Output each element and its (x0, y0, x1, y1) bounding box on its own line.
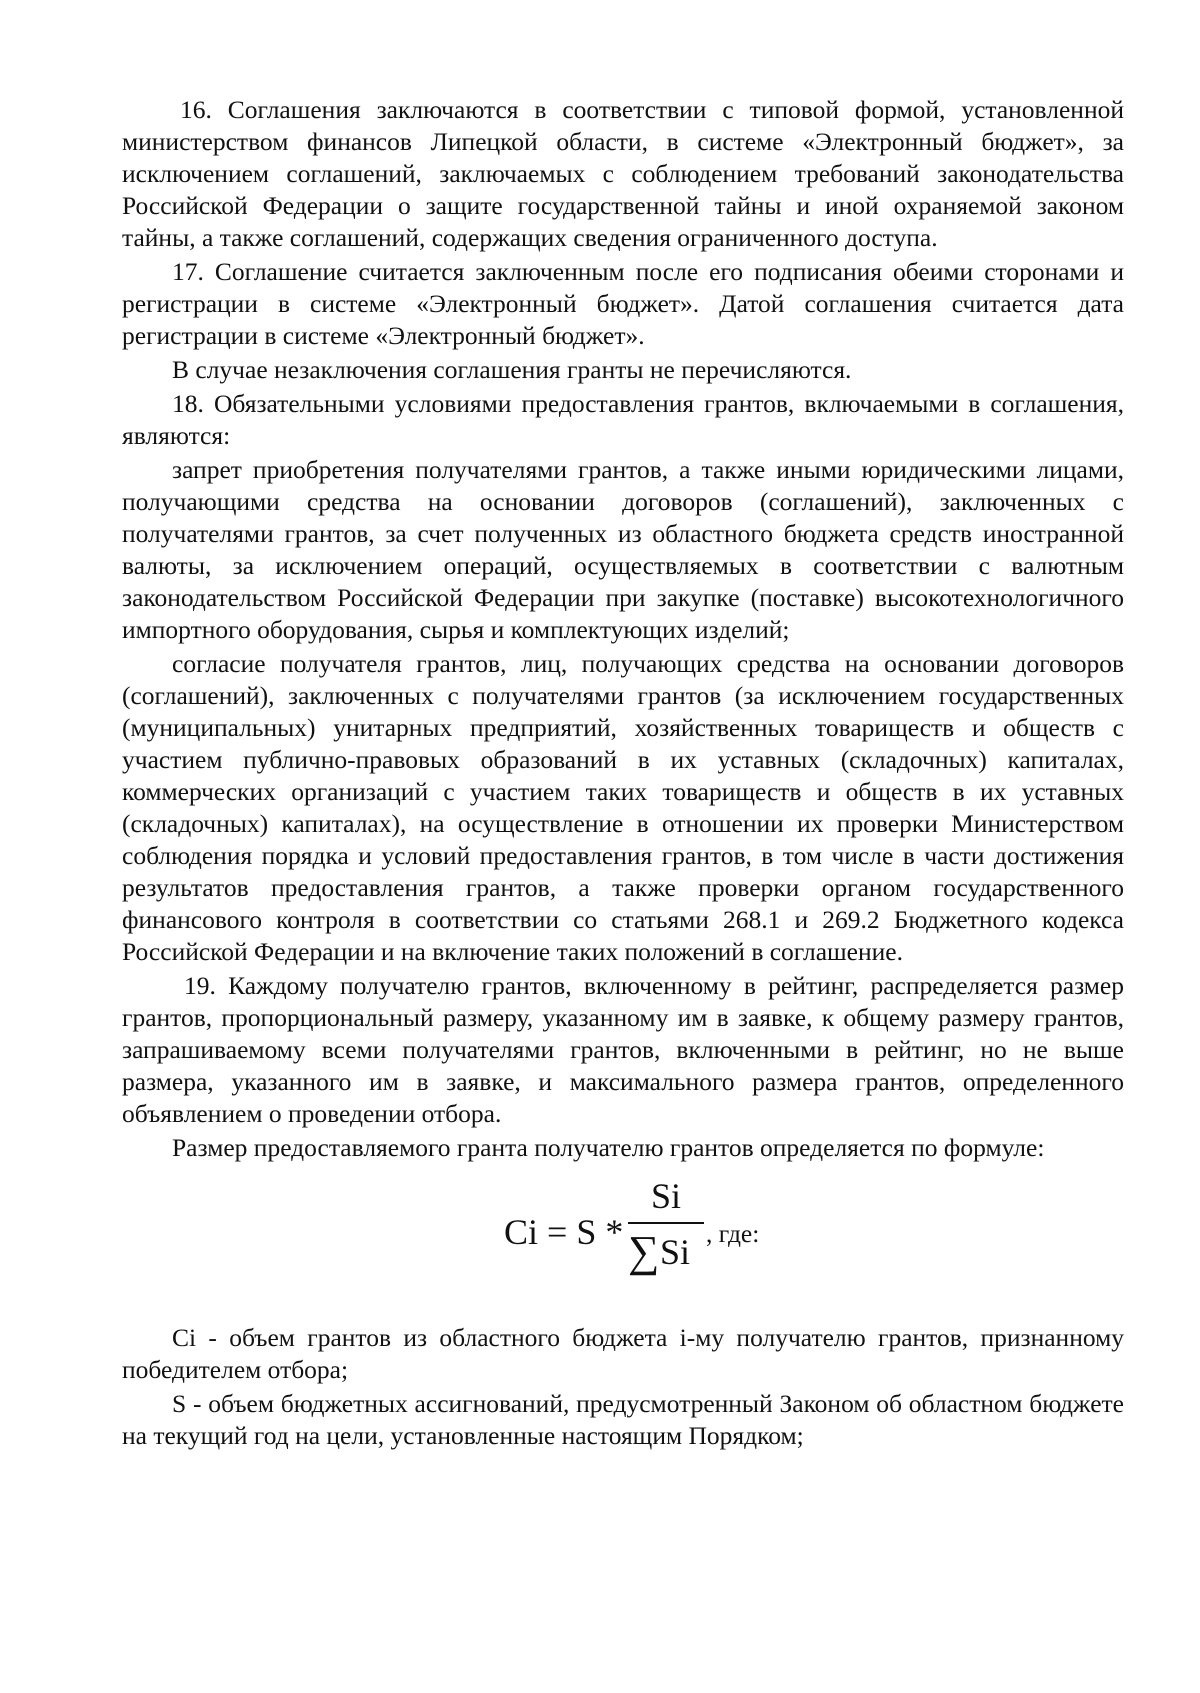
paragraph-19-formula-intro: Размер предоставляемого гранта получателю грантов определяется по формуле: (172, 1133, 1045, 1162)
definition-ci: Ci - объем грантов из областного бюджета i-му получателю грантов, признанному победителем отбора; (122, 1323, 1124, 1384)
formula-fraction-bar (628, 1222, 704, 1224)
paragraph-17-note: В случае незаключения соглашения гранты не перечисляются. (172, 355, 852, 384)
paragraph-17: 17. Соглашение считается заключенным после его подписания обеими сторонами и регистрации в системе «Электронный бюджет». Датой соглашения считается дата регистрации в системе «Электронный бюджет». (122, 257, 1124, 350)
paragraph-18-consent: согласие получателя грантов, лиц, получающих средства на основании договоров (соглашений), заключенных с получателями грантов (за исключением государственных (муниципальных) унитарных предприятий, хозяйственных товариществ и обществ с участием публично-правовых образований в их уставных (складочных) капиталах, коммерческих организаций с участием таких товариществ и обществ в их уставных (складочных) капиталах), на осуществление в отношении их проверки Министерством соблюдения порядка и условий предоставления грантов, в том числе в части достижения результатов предоставления грантов, а также проверки органом государственного финансового контроля в соответствии со статьями 268.1 и 269.2 Бюджетного кодекса Российской Федерации и на включение таких положений в соглашение. (122, 649, 1124, 966)
definition-s: S - объем бюджетных ассигнований, предусмотренный Законом об областном бюджете на текущий год на цели, установленные настоящим Порядком; (122, 1389, 1124, 1450)
paragraph-18-currency-ban: запрет приобретения получателями грантов, а также иными юридическими лицами, получающими средства на основании договоров (соглашений), заключенных с получателями грантов, за счет полученных из областного бюджета средств иностранной валюты, за исключением операций, осуществляемых в соответствии с валютным законодательством Российской Федерации при закупке (поставке) высокотехнологичного импортного оборудования, сырья и комплектующих изделий; (122, 455, 1124, 644)
formula-suffix: , где: (706, 1219, 760, 1248)
formula-lhs: Ci = S * (504, 1212, 624, 1252)
document-page (122, 94, 1124, 1454)
sum-symbol-icon: ∑ (628, 1227, 660, 1276)
formula-numerator: Si (650, 1176, 682, 1216)
paragraph-16: 16. Соглашения заключаются в соответствии с типовой формой, установленной министерством финансов Липецкой области, в системе «Электронный бюджет», за исключением соглашений, заключаемых с соблюдением требований законодательства Российской Федерации о защите государственной тайны и иной охраняемой законом тайны, а также соглашений, содержащих сведения ограниченного доступа. (122, 95, 1124, 252)
grant-formula (504, 1176, 760, 1304)
formula-denominator: Si (660, 1232, 691, 1272)
paragraph-19: 19. Каждому получателю грантов, включенному в рейтинг, распределяется размер грантов, пропорциональный размеру, указанному им в заявке, к общему размеру грантов, запрашиваемому всеми получателями грантов, включенными в рейтинг, но не выше размера, указанного им в заявке, и максимального размера грантов, определенного объявлением о проведении отбора. (122, 971, 1124, 1128)
formula-block (122, 1176, 1124, 1304)
paragraph-18: 18. Обязательными условиями предоставления грантов, включаемыми в соглашения, являются: (122, 389, 1124, 450)
